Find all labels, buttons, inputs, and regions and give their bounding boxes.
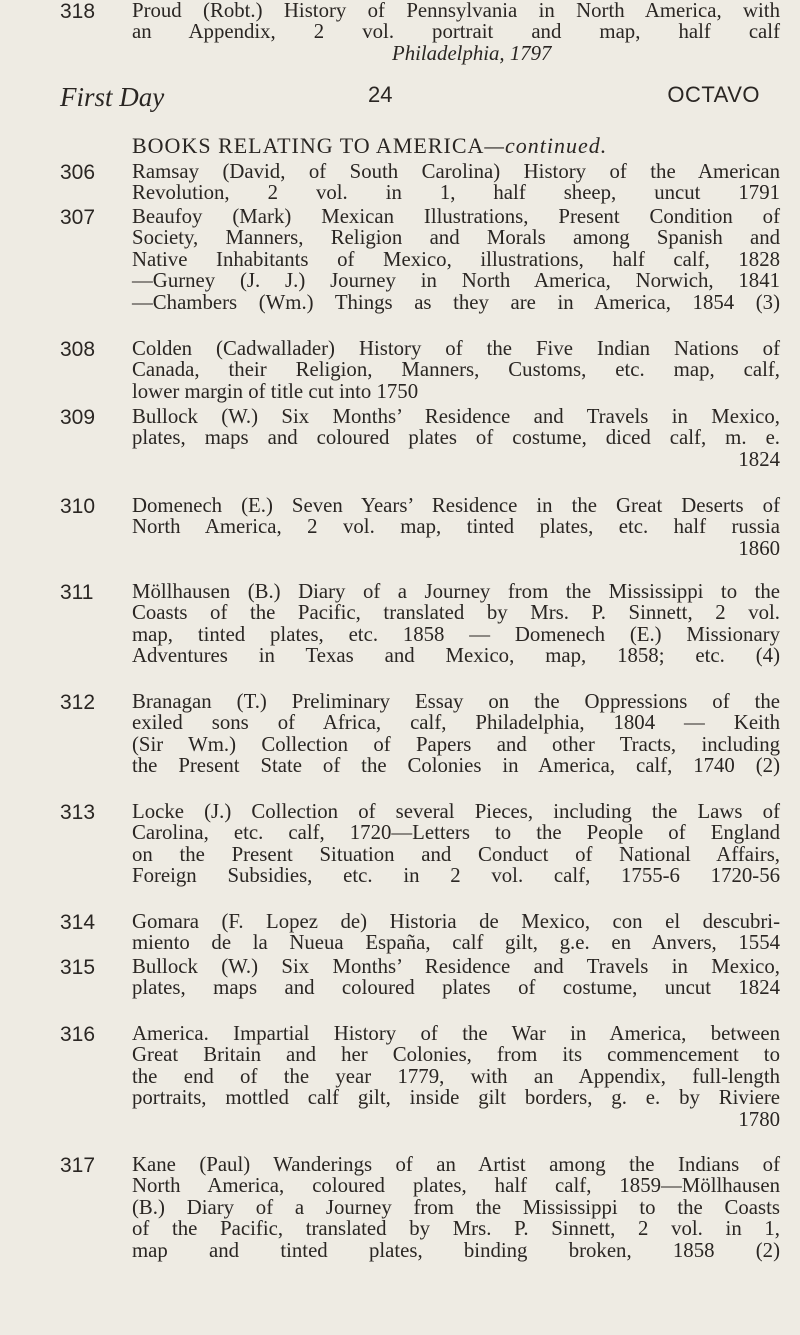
lot-line: the end of the year 1779, with an Appendix, full-length (132, 1064, 780, 1088)
lot-description (132, 956, 780, 999)
lot-line: Carolina, etc. calf, 1720—Letters to the People of England (132, 821, 780, 845)
lot-line: portraits, mottled calf gilt, inside gilt borders, g. e. by Riviere (132, 1086, 780, 1110)
lot-line: Beaufoy (Mark) Mexican Illustrations, Present Condition of (132, 205, 780, 228)
lot-line: Branagan (T.) Preliminary Essay on the Oppressions of the (132, 690, 780, 713)
lot-line: Foreign Subsidies, etc. in 2 vol. calf, 1755-6 1720-56 (132, 864, 780, 888)
lot-line: North America, 2 vol. map, tinted plates, etc. half russia (132, 515, 780, 539)
lot-line: plates, maps and coloured plates of costume, diced calf, m. e. (132, 426, 780, 450)
lot-number: 313 (60, 801, 96, 824)
lot-line: Adventures in Texas and Mexico, map, 1858; etc. (4) (132, 644, 780, 668)
lot-line: of the Pacific, translated by Mrs. P. Sinnett, 2 vol. in 1, (132, 1217, 780, 1241)
lot-line: —Chambers (Wm.) Things as they are in America, 1854 (3) (132, 290, 780, 314)
lot-description (132, 801, 780, 887)
lot-line: (Sir Wm.) Collection of Papers and other Tracts, including (132, 732, 780, 756)
lot-number: 311 (60, 581, 94, 604)
lot-description (132, 1154, 780, 1261)
lot-line: Domenech (E.) Seven Years’ Residence in the Great Deserts of (132, 494, 780, 517)
lot-line: America. Impartial History of the War in America, between (132, 1022, 780, 1045)
lot-line: Society, Manners, Religion and Morals among Spanish and (132, 226, 780, 250)
lot-number: 309 (60, 406, 96, 429)
lot-line: the Present State of the Colonies in America, calf, 1740 (2) (132, 754, 780, 778)
lot-number: 310 (60, 495, 96, 518)
section-continued: —continued. (484, 133, 608, 158)
lot-description (132, 338, 780, 402)
lot-number: 308 (60, 338, 96, 361)
lot-line: Proud (Robt.) History of Pennsylvania in North America, with (132, 0, 780, 22)
lot-line: Möllhausen (B.) Diary of a Journey from the Mississippi to the (132, 580, 780, 603)
lot-description (132, 911, 780, 954)
lot-number: 318 (60, 0, 96, 23)
lot-line: lower margin of title cut into 1750 (132, 379, 419, 403)
lot-line: —Gurney (J. J.) Journey in North America, Norwich, 1841 (132, 269, 780, 293)
lot-line: on the Present Situation and Conduct of National Affairs, (132, 842, 780, 866)
section-title (132, 133, 607, 159)
lot-description (132, 581, 780, 667)
lot-line: Bullock (W.) Six Months’ Residence and Travels in Mexico, (132, 955, 780, 978)
day-heading: First Day (60, 82, 165, 112)
lot-number: 314 (60, 911, 96, 934)
lot-line: plates, maps and coloured plates of costume, uncut 1824 (132, 976, 780, 1000)
lot-number: 307 (60, 206, 96, 229)
lot-number: 315 (60, 956, 96, 979)
lot-line: Great Britain and her Colonies, from its commencement to (132, 1043, 780, 1067)
lot-line: map, tinted plates, etc. 1858 — Domenech (E.) Missionary (132, 622, 780, 646)
section-title-text: BOOKS RELATING TO AMERICA (132, 133, 485, 158)
lot-line: Coasts of the Pacific, translated by Mrs. P. Sinnett, 2 vol. (132, 601, 780, 625)
lot-line: Ramsay (David, of South Carolina) History of the American (132, 160, 780, 183)
lot-line: Gomara (F. Lopez de) Historia de Mexico, con el descubri- (132, 910, 780, 933)
lot-number: 316 (60, 1023, 96, 1046)
lot-description (132, 0, 780, 64)
lot-number: 312 (60, 691, 96, 714)
page-number: 24 (368, 82, 393, 107)
lot-line: exiled sons of Africa, calf, Philadelphia, 1804 — Keith (132, 711, 780, 735)
lot-line: Philadelphia, 1797 (392, 41, 552, 65)
lot-line: 1824 (738, 447, 780, 471)
lot-description (132, 406, 780, 470)
lot-description (132, 1023, 780, 1130)
lot-line: Kane (Paul) Wanderings of an Artist among the Indians of (132, 1153, 780, 1176)
lot-line: Revolution, 2 vol. in 1, half sheep, uncut 1791 (132, 181, 780, 205)
lot-line: Native Inhabitants of Mexico, illustrations, half calf, 1828 (132, 247, 780, 271)
lot-line: Locke (J.) Collection of several Pieces, including the Laws of (132, 800, 780, 823)
lot-line: 1860 (738, 536, 780, 560)
lot-number: 317 (60, 1154, 96, 1177)
lot-line: Bullock (W.) Six Months’ Residence and Travels in Mexico, (132, 405, 780, 428)
lot-description (132, 161, 780, 204)
lot-line: Colden (Cadwallader) History of the Five Indian Nations of (132, 337, 780, 360)
lot-line: Canada, their Religion, Manners, Customs, etc. map, calf, (132, 358, 780, 382)
lot-line: miento de la Nueua España, calf gilt, g.e. en Anvers, 1554 (132, 931, 780, 955)
lot-line: map and tinted plates, binding broken, 1858 (2) (132, 1238, 780, 1262)
lot-line: 1780 (738, 1107, 780, 1131)
lot-number: 306 (60, 161, 96, 184)
lot-line: (B.) Diary of a Journey from the Mississippi to the Coasts (132, 1195, 780, 1219)
lot-description (132, 691, 780, 777)
lot-description (132, 495, 780, 559)
lot-line: North America, coloured plates, half calf, 1859—Möllhausen (132, 1174, 780, 1198)
lot-line: an Appendix, 2 vol. portrait and map, half calf (132, 20, 780, 44)
page-header (60, 82, 760, 114)
format-heading: OCTAVO (667, 82, 760, 107)
lot-description (132, 206, 780, 313)
